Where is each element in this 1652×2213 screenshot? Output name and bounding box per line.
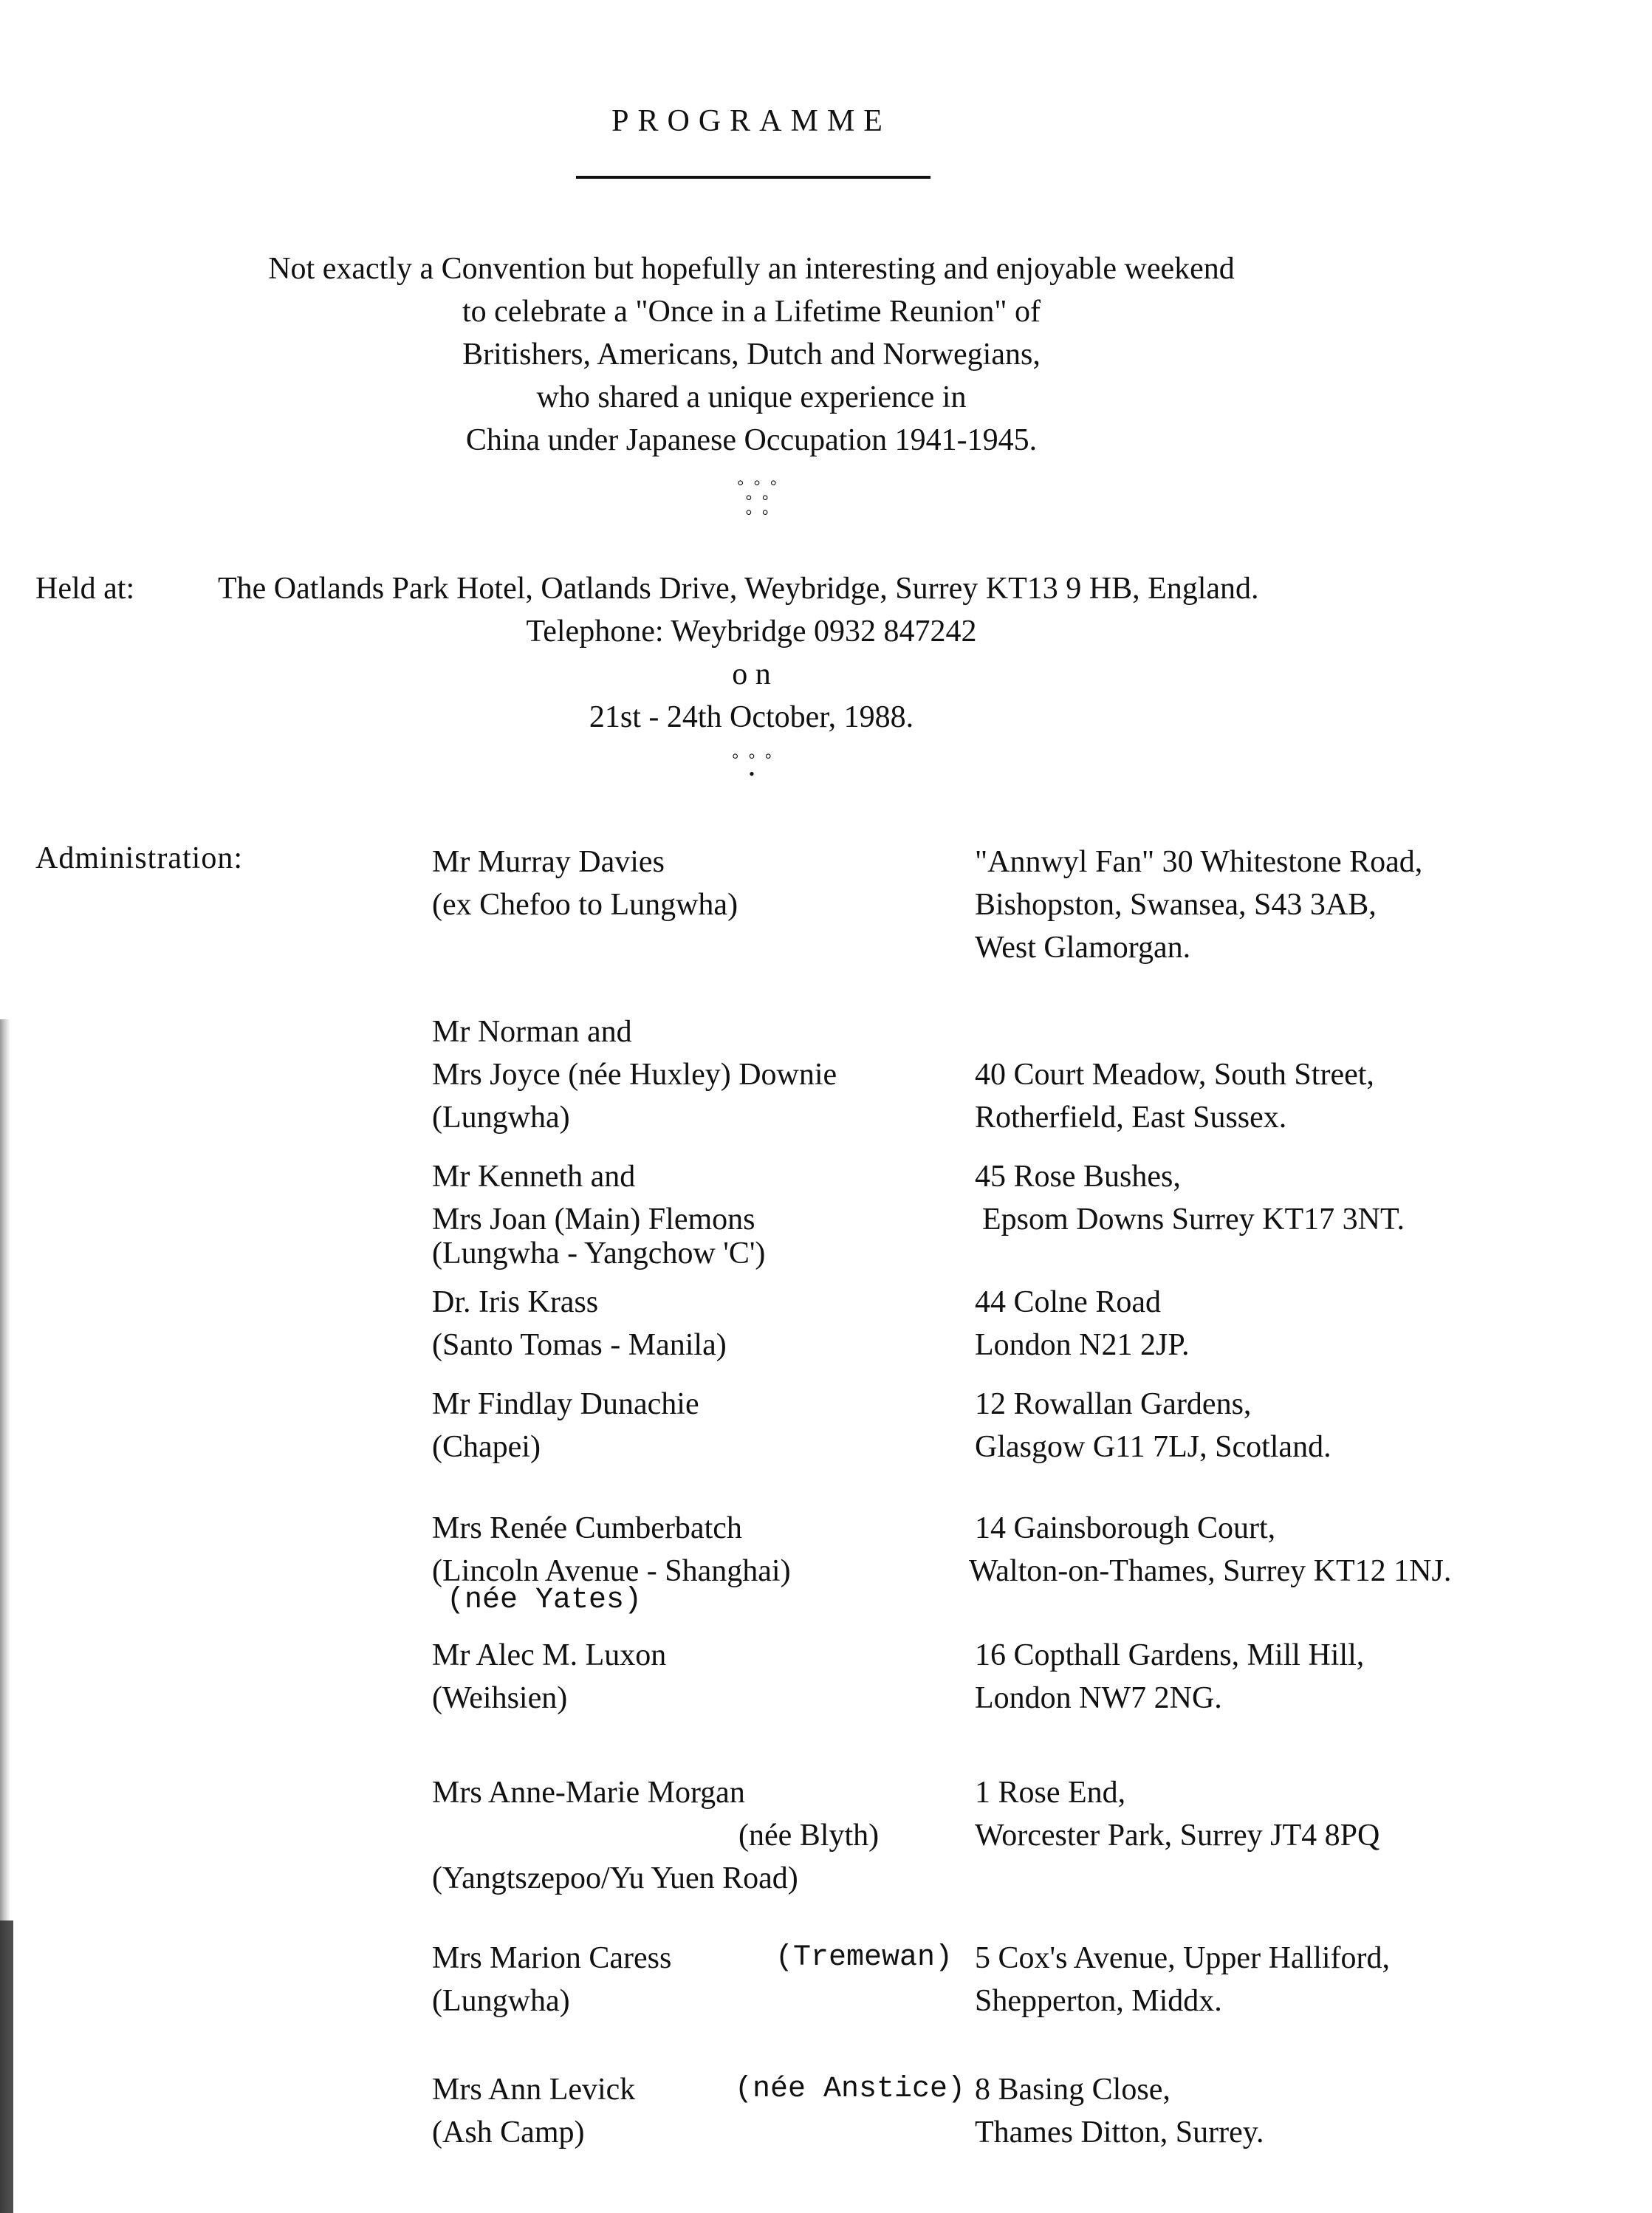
entry-camp: (Lungwha) [432, 1984, 570, 2018]
entry-address-line: 12 Rowallan Gardens, [975, 1387, 1252, 1421]
entry-camp: (ex Chefoo to Lungwha) [432, 888, 738, 922]
entry-name: Mrs Joan (Main) Flemons [432, 1203, 755, 1237]
entry-name: Mr Murray Davies [432, 845, 665, 879]
separator-dots: ° ° ° ° ° ° ° [737, 476, 780, 524]
entry-camp: (Santo Tomas - Manila) [432, 1328, 727, 1362]
administration-label: Administration: [35, 841, 243, 875]
entry-name: Mrs Marion Caress [432, 1941, 672, 1975]
event-dates: 21st - 24th October, 1988. [589, 700, 914, 734]
entry-address-line: Epsom Downs Surrey KT17 3NT. [982, 1203, 1405, 1237]
intro-line: Britishers, Americans, Dutch and Norwegians, [462, 338, 1041, 372]
entry-name: Mrs Anne-Marie Morgan [432, 1776, 745, 1810]
entry-name: Mrs Joyce (née Huxley) Downie [432, 1058, 837, 1092]
intro-line: China under Japanese Occupation 1941-1945. [465, 423, 1038, 457]
entry-address-line: Worcester Park, Surrey JT4 8PQ [975, 1819, 1380, 1853]
entry-address-line: Thames Ditton, Surrey. [975, 2115, 1264, 2149]
entry-address-line: London NW7 2NG. [975, 1681, 1222, 1715]
page-title: PROGRAMME [611, 104, 891, 138]
entry-address-line: "Annwyl Fan" 30 Whitestone Road, [975, 845, 1423, 879]
intro-line: who shared a unique experience in [536, 380, 967, 414]
entry-address-line: 5 Cox's Avenue, Upper Halliford, [975, 1941, 1391, 1975]
entry-maiden-name: (née Anstice) [735, 2073, 966, 2106]
intro-line: to celebrate a "Once in a Lifetime Reunion" of [462, 295, 1041, 329]
entry-camp: (Lincoln Avenue - Shanghai) [432, 1554, 791, 1588]
entry-camp: (Lungwha) [432, 1101, 570, 1135]
entry-address-line: London N21 2JP. [975, 1328, 1190, 1362]
separator-dots: ° ° ° • [732, 750, 775, 783]
entry-address-line: Shepperton, Middx. [975, 1984, 1222, 2018]
entry-maiden-name: (née Yates) [447, 1584, 642, 1617]
entry-name: Mr Kenneth and [432, 1160, 636, 1194]
entry-name: Mr Alec M. Luxon [432, 1638, 667, 1672]
title-underline [576, 176, 930, 179]
intro-line: Not exactly a Convention but hopefully an interesting and enjoyable weekend [268, 252, 1235, 286]
scan-edge-dark [0, 1920, 13, 2213]
entry-name: Mrs Ann Levick [432, 2073, 636, 2107]
entry-address-line: Walton-on-Thames, Surrey KT12 1NJ. [969, 1554, 1452, 1588]
entry-address-line: Bishopston, Swansea, S43 3AB, [975, 888, 1377, 922]
entry-camp: (Yangtszepoo/Yu Yuen Road) [432, 1861, 798, 1895]
entry-address-line: 45 Rose Bushes, [975, 1160, 1181, 1194]
intro-paragraph [0, 247, 1503, 462]
venue-on: o n [732, 657, 771, 691]
entry-address-line: 40 Court Meadow, South Street, [975, 1058, 1374, 1092]
entry-name: Mr Findlay Dunachie [432, 1387, 699, 1421]
entry-name: Dr. Iris Krass [432, 1285, 599, 1319]
entry-address-line: 14 Gainsborough Court, [975, 1511, 1276, 1545]
entry-camp: (Weihsien) [432, 1681, 568, 1715]
entry-name: Mr Norman and [432, 1015, 632, 1049]
entry-address-line: Glasgow G11 7LJ, Scotland. [975, 1430, 1331, 1464]
venue-address: The Oatlands Park Hotel, Oatlands Drive, Weybridge, Surrey KT13 9 HB, England. [218, 572, 1259, 606]
entry-address-line: 8 Basing Close, [975, 2073, 1171, 2107]
entry-camp: (Ash Camp) [432, 2115, 585, 2149]
held-at-label: Held at: [35, 572, 135, 606]
entry-name: Mrs Renée Cumberbatch [432, 1511, 742, 1545]
entry-maiden-name: (née Blyth) [738, 1819, 880, 1853]
entry-address-line: West Glamorgan. [975, 931, 1191, 965]
entry-address-line: 44 Colne Road [975, 1285, 1161, 1319]
entry-address-line: 16 Copthall Gardens, Mill Hill, [975, 1638, 1365, 1672]
entry-maiden-name: (Tremewan) [775, 1941, 953, 1974]
entry-camp: (Lungwha - Yangchow 'C') [432, 1237, 766, 1270]
entry-camp: (Chapei) [432, 1430, 541, 1464]
venue-telephone: Telephone: Weybridge 0932 847242 [526, 615, 977, 649]
entry-address-line: Rotherfield, East Sussex. [975, 1101, 1287, 1135]
entry-address-line: 1 Rose End, [975, 1776, 1126, 1810]
